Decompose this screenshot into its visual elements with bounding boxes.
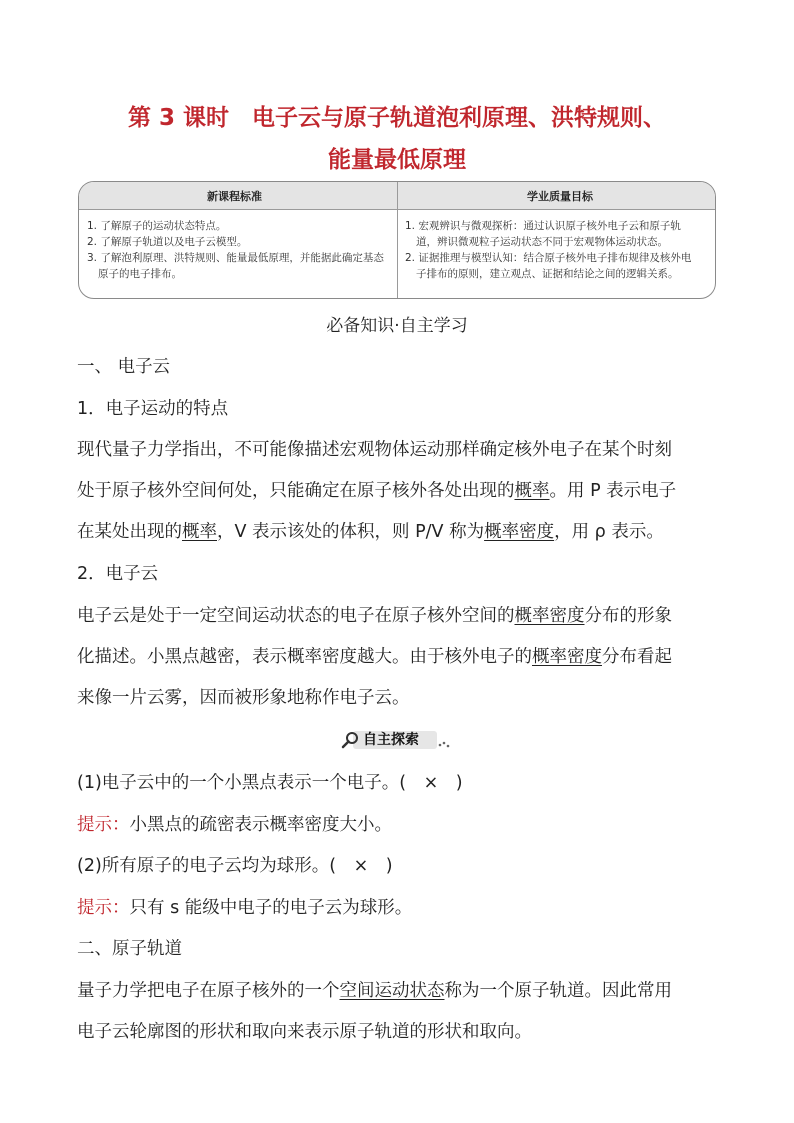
standards-box — [78, 181, 716, 299]
curriculum-list — [87, 218, 391, 282]
lesson-title-line1: 第 3 课时 电子云与原子轨道泡利原理、洪特规则、 — [127, 105, 667, 131]
hint-label: 提示： — [77, 898, 130, 918]
subheading-electron-cloud: 2．电子云 — [77, 564, 159, 584]
hint-1: 提示：小黑点的疏密表示概率密度大小。 — [77, 815, 392, 835]
underlined-term: 概率 — [514, 481, 550, 501]
question-1: (1)电子云中的一个小黑点表示一个电子。( × ) — [77, 773, 463, 793]
quality-goals-header: 学业质量目标 — [527, 190, 593, 203]
paragraph-line: 现代量子力学指出，不可能像描述宏观物体运动那样确定核外电子在某个时刻 — [77, 440, 672, 460]
goal-item: 1. 宏观辨识与微观探析：通过认识原子核外电子云和原子轨 — [405, 220, 681, 232]
question-2: (2)所有原子的电子云均为球形。( × ) — [77, 856, 393, 876]
quality-goals-list — [405, 218, 707, 282]
self-explore-tag — [341, 729, 449, 751]
underlined-term: 概率 — [182, 522, 217, 542]
paragraph-line: 在某处出现的概率，V 表示该处的体积，则 P/V 称为概率密度，用 ρ 表示。 — [77, 522, 664, 542]
underlined-term: 概率密度 — [532, 647, 602, 667]
tag-label: 自主探索 — [363, 732, 419, 748]
heading-atomic-orbital: 二、原子轨道 — [77, 939, 182, 959]
underlined-term: 概率密度 — [484, 522, 555, 542]
magnifier-icon — [341, 730, 361, 750]
lesson-title-line2: 能量最低原理 — [328, 147, 466, 173]
paragraph-line: 处于原子核外空间何处，只能确定在原子核外各处出现的概率。用 P 表示电子 — [77, 481, 677, 501]
paragraph-line: 电子云是处于一定空间运动状态的电子在原子核外空间的概率密度分布的形象 — [77, 606, 672, 626]
curriculum-item: 1. 了解原子的运动状态特点。 — [87, 220, 227, 232]
paragraph-line: 来像一片云雾，因而被形象地称作电子云。 — [77, 688, 410, 708]
paragraph-line: 量子力学把电子在原子核外的一个空间运动状态称为一个原子轨道。因此常用 — [77, 981, 672, 1001]
hint-2: 提示：只有 s 能级中电子的电子云为球形。 — [77, 898, 413, 918]
curriculum-item: 原子的电子排布。 — [98, 268, 182, 280]
column-divider — [397, 182, 398, 298]
hint-label: 提示： — [77, 815, 130, 835]
goal-item: 子排布的原则，建立观点、证据和结论之间的逻辑关系。 — [416, 268, 679, 280]
goal-item: 2. 证据推理与模型认知：结合原子核外电子排布规律及核外电 — [405, 252, 692, 264]
curriculum-item: 3. 了解泡利原理、洪特规则、能量最低原理，并能据此确定基态 — [87, 252, 384, 264]
goal-item: 道，辨识微观粒子运动状态不同于宏观物体运动状态。 — [416, 236, 668, 248]
new-curriculum-header: 新课程标准 — [207, 190, 262, 203]
heading-electron-cloud: 一、 电子云 — [77, 357, 171, 377]
underlined-term: 概率密度 — [514, 606, 585, 626]
paragraph-line: 化描述。小黑点越密，表示概率密度越大。由于核外电子的概率密度分布看起 — [77, 647, 672, 667]
dots-decoration-icon — [437, 736, 451, 750]
section-heading: 必备知识·自主学习 — [326, 316, 468, 336]
curriculum-item: 2. 了解原子轨道以及电子云模型。 — [87, 236, 248, 248]
underlined-term: 空间运动状态 — [339, 981, 445, 1001]
subheading-electron-motion: 1．电子运动的特点 — [77, 399, 229, 419]
paragraph-line: 电子云轮廓图的形状和取向来表示原子轨道的形状和取向。 — [77, 1022, 532, 1042]
